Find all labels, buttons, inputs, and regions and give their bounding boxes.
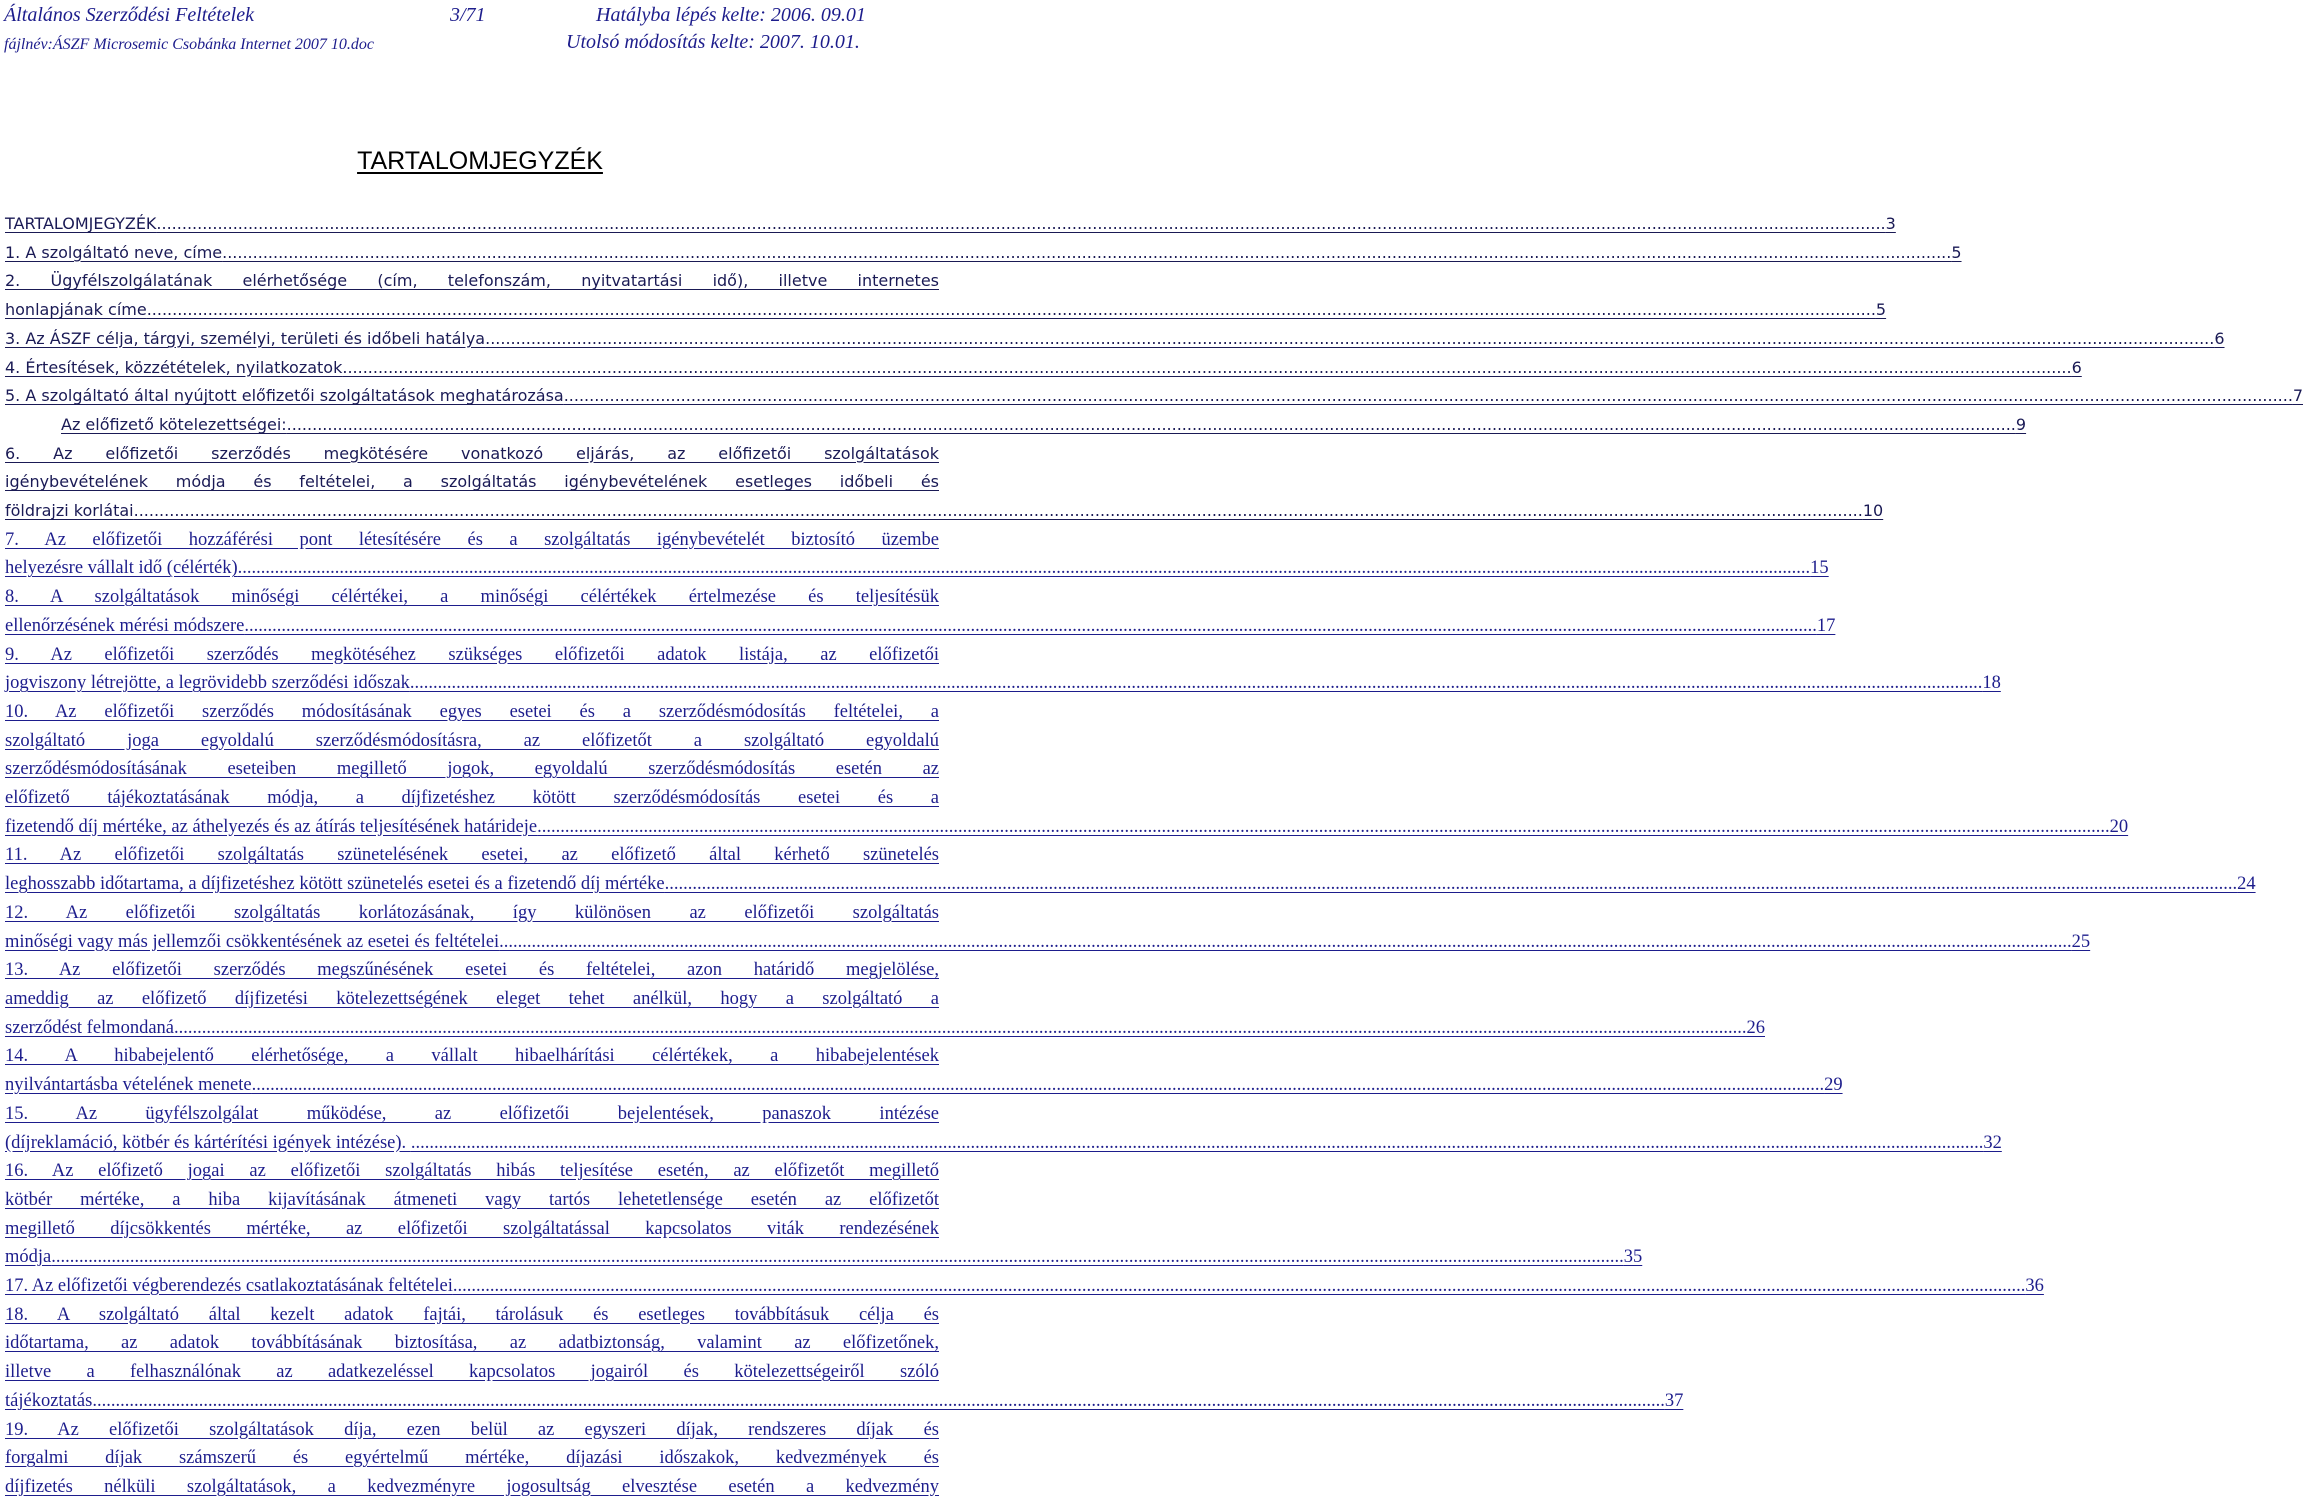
toc-entry[interactable] [5,1157,1643,1272]
toc-link[interactable]: fizetendő díj mértéke, az áthelyezés és az átírás teljesítésének határideje..... 20 [5,813,939,842]
toc-link[interactable]: ellenőrzésének mérési módszere..... 17 [5,612,939,641]
toc-link[interactable]: tájékoztatás..... 37 [5,1387,939,1416]
toc-entry[interactable] [5,526,1829,583]
toc-link[interactable]: ameddig az előfizető díjfizetési kötelezettségének eleget tehet anélkül, hogy a szolgáltató a [5,988,939,1009]
toc-link[interactable]: Az előfizető kötelezettségei:..... 9 [5,411,939,440]
toc-link[interactable]: nyilvántartásba vételének menete..... 29 [5,1071,939,1100]
toc-link[interactable]: 7. Az előfizetői hozzáférési pont létesítésére és a szolgáltatás igénybevételét biztosító üzembe [5,529,939,550]
toc-link[interactable]: 16. Az előfizető jogai az előfizetői szolgáltatás hibás teljesítése esetén, az előfizetőt megillető [5,1161,939,1182]
toc-link[interactable]: 19. Az előfizetői szolgáltatások díja, ezen belül az egyszeri díjak, rendszeres díjak és [5,1419,939,1440]
header-effective-date: Hatályba lépés kelte: 2006. 09.01 [596,4,866,26]
toc-link[interactable]: előfizető tájékoztatásának módja, a díjfizetéshez kötött szerződésmódosítás esetei és a [5,788,939,809]
toc-entry[interactable] [5,239,1962,268]
toc-entry[interactable] [5,411,2027,440]
toc-link[interactable]: kötbér mértéke, a hiba kijavításának átmeneti vagy tartós lehetetlensége esetén az előfizetőt [5,1189,939,1210]
toc-link[interactable]: 9. Az előfizetői szerződés megkötéséhez szükséges előfizetői adatok listája, az előfizetői [5,644,939,665]
header-modified-date: Utolsó módosítás kelte: 2007. 10.01. [566,31,860,53]
toc-entry[interactable] [5,354,2082,383]
toc-link[interactable]: 1. A szolgáltató neve, címe..... 5 [5,239,939,268]
toc-link[interactable]: jogviszony létrejötte, a legrövidebb szerződési időszak..... 18 [5,669,939,698]
toc-link[interactable]: megillető díjcsökkentés mértéke, az előfizetői szolgáltatással kapcsolatos viták rendezésének [5,1218,939,1239]
toc-entry[interactable] [5,1042,1843,1099]
toc-entry[interactable] [5,641,2001,698]
toc-link[interactable]: (díjreklamáció, kötbér és kártérítési igények intézése). ..... 32 [5,1129,939,1158]
toc-link[interactable]: díjfizetés nélküli szolgáltatások, a kedvezményre jogosultság elvesztése esetén a kedvezmény [5,1476,939,1497]
toc-link[interactable]: 18. A szolgáltató által kezelt adatok fajtái, tárolásuk és esetleges továbbításuk célja és [5,1304,939,1325]
header-filename: fájlnév:ÁSZF Microsemic Csobánka Internet 2007 10.doc [4,36,374,53]
toc-entry[interactable] [5,210,1896,239]
toc-entry[interactable] [5,1301,1684,1416]
toc-entry[interactable] [5,899,2091,956]
toc-link[interactable]: 2. Ügyfélszolgálatának elérhetősége (cím, telefonszám, nyitvatartási idő), illetve internetes [5,271,939,291]
toc-link[interactable]: helyezésre vállalt idő (célérték)..... 15 [5,554,939,583]
toc-link[interactable]: módja..... 35 [5,1243,939,1272]
toc-link[interactable]: időtartama, az adatok továbbításának biztosítása, az adatbiztonság, valamint az előfizetőnek, [5,1333,939,1354]
toc-entry[interactable] [5,583,1836,640]
toc-link[interactable]: szerződésmódosításának eseteiben megillető jogok, egyoldalú szerződésmódosítás esetén az [5,759,939,780]
toc-link[interactable]: 12. Az előfizetői szolgáltatás korlátozásának, így különösen az előfizetői szolgáltatás [5,902,939,923]
toc-link[interactable]: honlapjának címe..... 5 [5,296,939,325]
toc-link[interactable]: 8. A szolgáltatások minőségi célértékei, a minőségi célértékek értelmezése és teljesítésük [5,587,939,608]
toc-link[interactable]: földrajzi korlátai..... 10 [5,497,939,526]
toc-entry[interactable] [5,382,2303,411]
toc-link[interactable]: 17. Az előfizetői végberendezés csatlakoztatásának feltételei..... 36 [5,1272,939,1301]
toc-link[interactable]: 4. Értesítések, közzétételek, nyilatkozatok..... 6 [5,354,939,383]
toc-title: TARTALOMJEGYZÉK [357,147,603,175]
toc-link[interactable]: szerződést felmondaná..... 26 [5,1014,939,1043]
toc-link[interactable]: 10. Az előfizetői szerződés módosításának egyes esetei és a szerződésmódosítás feltételei, a [5,701,939,722]
toc-link[interactable]: 11. Az előfizetői szolgáltatás szünetelésének esetei, az előfizető által kérhető szünetelés [5,845,939,866]
toc-entry[interactable] [5,1100,2002,1157]
toc-link[interactable]: minőségi vagy más jellemzői csökkentésének az esetei és feltételei..... 25 [5,928,939,957]
toc-entry[interactable] [5,841,2256,898]
toc-link[interactable]: forgalmi díjak számszerű és egyértelmű mértéke, díjazási időszakok, kedvezmények és [5,1448,939,1469]
toc-entry[interactable] [5,325,2225,354]
toc-entry[interactable] [5,956,1765,1042]
toc-link[interactable]: 6. Az előfizetői szerződés megkötésére vonatkozó eljárás, az előfizetői szolgáltatások [5,443,939,463]
toc-link[interactable]: 5. A szolgáltató által nyújtott előfizetői szolgáltatások meghatározása..... 7 [5,382,939,411]
header-document-title: Általános Szerződési Feltételek [4,4,254,26]
toc-link[interactable]: 3. Az ÁSZF célja, tárgyi, személyi, területi és időbeli hatálya..... 6 [5,325,939,354]
header-page-number: 3/71 [450,4,486,26]
toc-entry[interactable] [5,1416,939,1502]
toc-entry[interactable] [5,267,1887,324]
toc-link[interactable]: 14. A hibabejelentő elérhetősége, a vállalt hibaelhárítási célértékek, a hibabejelentések [5,1046,939,1067]
toc-link[interactable]: TARTALOMJEGYZÉK..... 3 [5,210,939,239]
toc-link[interactable]: 15. Az ügyfélszolgálat működése, az előfizetői bejelentések, panaszok intézése [5,1103,939,1124]
table-of-contents [5,210,2303,1502]
toc-entry[interactable] [5,440,1884,526]
toc-link[interactable]: 13. Az előfizetői szerződés megszűnésének esetei és feltételei, azon határidő megjelölése, [5,960,939,981]
toc-link[interactable]: szolgáltató joga egyoldalú szerződésmódosításra, az előfizetőt a szolgáltató egyoldalú [5,730,939,751]
toc-entry[interactable] [5,1272,2044,1301]
toc-link[interactable]: igénybevételének módja és feltételei, a szolgáltatás igénybevételének esetleges időbeli és [5,472,939,492]
toc-link[interactable]: leghosszabb időtartama, a díjfizetéshez kötött szünetelés esetei és a fizetendő díj mértéke..... 24 [5,870,939,899]
toc-link[interactable]: illetve a felhasználónak az adatkezeléssel kapcsolatos jogairól és kötelezettségeiről szóló [5,1362,939,1383]
toc-entry[interactable] [5,698,2129,842]
